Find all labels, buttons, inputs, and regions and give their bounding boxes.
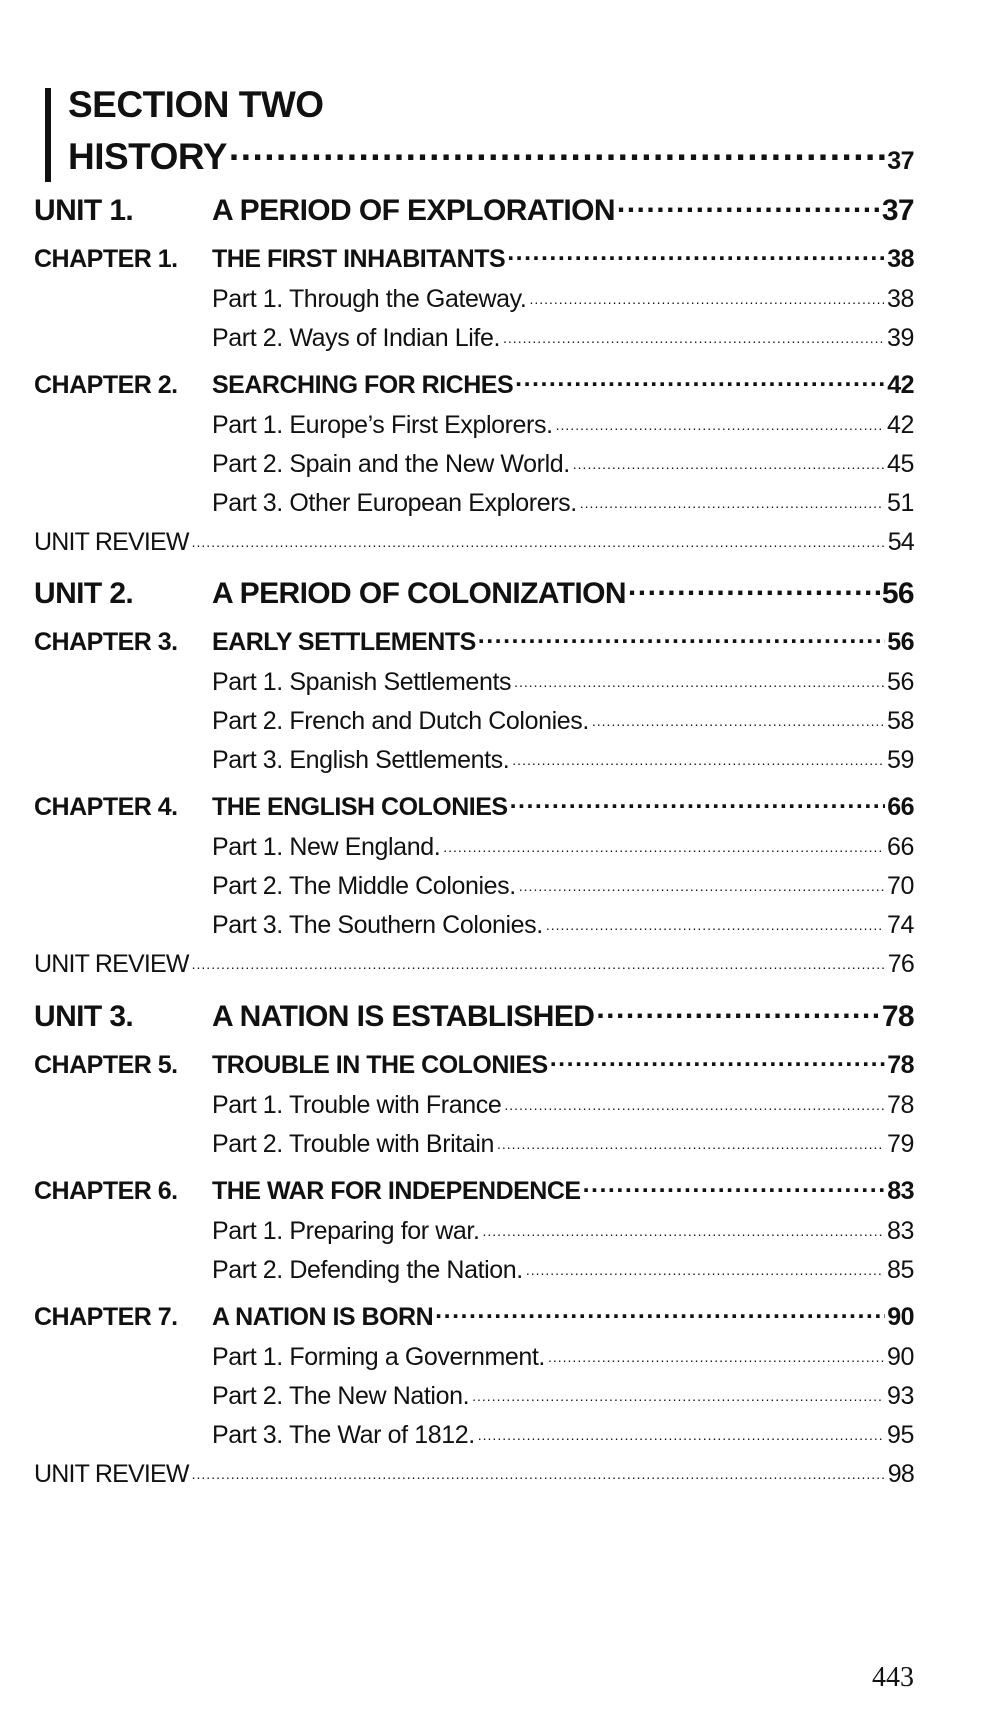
unit-heading-entry <box>212 996 914 1034</box>
page-ref: 42 <box>887 371 914 399</box>
page-ref: 76 <box>887 950 914 978</box>
dot-leader <box>478 625 885 650</box>
section-marker-bar <box>45 88 51 182</box>
part-entry <box>212 1253 914 1285</box>
unit-review-entry <box>34 947 914 979</box>
chapter-heading-entry <box>212 1048 914 1080</box>
section-title: HISTORY <box>68 136 227 177</box>
dot-leader <box>507 242 885 267</box>
page-number: 443 <box>872 1662 914 1693</box>
chapter-heading <box>34 1300 914 1332</box>
dot-leader <box>628 573 880 603</box>
dot-leader <box>550 1048 885 1073</box>
chapter-heading-label: CHAPTER 2. <box>34 371 178 399</box>
dot-leader <box>192 947 885 972</box>
part-entry-title: Part 2. Defending the Nation. <box>212 1256 523 1284</box>
dot-leader <box>546 908 884 933</box>
part-entry-title: Part 2. The New Nation. <box>212 1382 470 1410</box>
unit-review-entry <box>34 1457 914 1489</box>
part-entry <box>212 486 914 518</box>
chapter-heading-title: EARLY SETTLEMENTS <box>212 628 476 656</box>
chapter-heading-label: CHAPTER 3. <box>34 628 178 656</box>
part-entry <box>212 1340 914 1372</box>
chapter-heading-entry <box>212 1174 914 1206</box>
page-ref: 39 <box>886 324 914 352</box>
part-entry-title: Part 3. The Southern Colonies. <box>212 911 543 939</box>
part-entry <box>212 830 914 862</box>
page-ref: 66 <box>887 793 914 821</box>
part-entry <box>212 1418 914 1450</box>
chapter-heading-title: TROUBLE IN THE COLONIES <box>212 1051 548 1079</box>
dot-leader <box>573 447 884 472</box>
part-entry-title: Part 2. Ways of Indian Life. <box>212 324 501 352</box>
page-ref: 56 <box>886 668 914 696</box>
page-ref: 78 <box>881 1000 914 1033</box>
dot-leader <box>556 408 884 433</box>
part-entry-title: Part 1. Through the Gateway. <box>212 285 527 313</box>
part-entry-title: Part 1. Forming a Government. <box>212 1343 545 1371</box>
part-entry-title: Part 2. Spain and the New World. <box>212 450 570 478</box>
page-ref: 83 <box>886 1217 914 1245</box>
page-ref: 37 <box>887 147 914 175</box>
chapter-heading-label: CHAPTER 5. <box>34 1051 178 1079</box>
dot-leader <box>443 830 884 855</box>
part-entry-title: Part 2. The Middle Colonies. <box>212 872 516 900</box>
dot-leader <box>472 1379 884 1404</box>
dot-leader <box>503 321 884 346</box>
chapter-heading <box>34 1048 914 1080</box>
unit-review-entry-title: UNIT REVIEW <box>34 1460 189 1488</box>
part-entry-title: Part 2. Trouble with Britain <box>212 1130 494 1158</box>
chapter-heading-title: THE FIRST INHABITANTS <box>212 245 506 273</box>
unit-heading-title: A PERIOD OF EXPLORATION <box>212 194 615 227</box>
page-ref: 59 <box>886 746 914 774</box>
chapter-heading-label: CHAPTER 4. <box>34 793 178 821</box>
page-ref: 38 <box>887 245 914 273</box>
page-ref: 54 <box>887 528 914 556</box>
dot-leader <box>529 282 884 307</box>
page-ref: 78 <box>886 1091 914 1119</box>
part-entry <box>212 1088 914 1120</box>
dot-leader <box>510 790 886 815</box>
part-entry <box>212 1214 914 1246</box>
page-ref: 74 <box>886 911 914 939</box>
dot-leader <box>617 190 880 220</box>
part-entry <box>212 447 914 479</box>
chapter-heading-entry <box>212 790 914 822</box>
page-ref: 93 <box>886 1382 914 1410</box>
page-ref: 51 <box>886 489 914 517</box>
part-entry-title: Part 3. English Settlements. <box>212 746 510 774</box>
part-entry <box>212 1379 914 1411</box>
unit-heading <box>34 190 914 228</box>
part-entry <box>212 743 914 775</box>
dot-leader <box>192 1457 885 1482</box>
dot-leader <box>478 1418 884 1443</box>
chapter-heading <box>34 1174 914 1206</box>
page-ref: 90 <box>887 1303 914 1331</box>
page-ref: 56 <box>881 577 914 610</box>
dot-leader <box>592 704 884 729</box>
page-ref: 70 <box>886 872 914 900</box>
page-ref: 98 <box>887 1460 914 1488</box>
chapter-heading-label: CHAPTER 1. <box>34 245 178 273</box>
unit-heading <box>34 996 914 1034</box>
dot-leader <box>515 368 885 393</box>
dot-leader <box>512 743 884 768</box>
part-entry <box>212 665 914 697</box>
dot-leader <box>497 1127 884 1152</box>
page-ref: 37 <box>881 194 914 227</box>
dot-leader <box>580 486 884 511</box>
unit-heading-title: A PERIOD OF COLONIZATION <box>212 577 626 610</box>
page-ref: 83 <box>887 1177 914 1205</box>
chapter-heading-title: SEARCHING FOR RICHES <box>212 371 514 399</box>
part-entry <box>212 282 914 314</box>
chapter-heading-label: CHAPTER 7. <box>34 1303 178 1331</box>
unit-heading-title: A NATION IS ESTABLISHED <box>212 1000 595 1033</box>
page-ref: 78 <box>887 1051 914 1079</box>
part-entry-title: Part 2. French and Dutch Colonies. <box>212 707 589 735</box>
part-entry <box>212 408 914 440</box>
page-ref: 56 <box>887 628 914 656</box>
dot-leader <box>504 1088 884 1113</box>
page-ref: 85 <box>886 1256 914 1284</box>
dot-leader <box>229 132 885 169</box>
unit-heading-label: UNIT 2. <box>34 577 134 610</box>
unit-heading <box>34 573 914 611</box>
unit-review-entry <box>34 525 914 557</box>
page-ref: 42 <box>886 411 914 439</box>
part-entry-title: Part 3. Other European Explorers. <box>212 489 577 517</box>
part-entry <box>212 869 914 901</box>
dot-leader <box>192 525 885 550</box>
part-entry-title: Part 1. Preparing for war. <box>212 1217 480 1245</box>
part-entry <box>212 908 914 940</box>
dot-leader <box>514 665 884 690</box>
chapter-heading <box>34 790 914 822</box>
dot-leader <box>435 1300 885 1325</box>
dot-leader <box>519 869 884 894</box>
chapter-heading-entry <box>212 625 914 657</box>
page-ref: 66 <box>886 833 914 861</box>
chapter-heading-entry <box>212 242 914 274</box>
dot-leader <box>583 1174 886 1199</box>
chapter-heading-label: CHAPTER 6. <box>34 1177 178 1205</box>
chapter-heading <box>34 625 914 657</box>
chapter-heading-title: THE ENGLISH COLONIES <box>212 793 508 821</box>
page-ref: 95 <box>886 1421 914 1449</box>
part-entry-title: Part 1. Europe’s First Explorers. <box>212 411 553 439</box>
page-ref: 90 <box>886 1343 914 1371</box>
page-ref: 45 <box>886 450 914 478</box>
unit-heading-entry <box>212 190 914 228</box>
chapter-heading <box>34 368 914 400</box>
unit-heading-entry <box>212 573 914 611</box>
part-entry-title: Part 3. The War of 1812. <box>212 1421 475 1449</box>
unit-review-entry-title: UNIT REVIEW <box>34 528 189 556</box>
chapter-heading-title: A NATION IS BORN <box>212 1303 434 1331</box>
section-heading-line1: SECTION TWO <box>68 84 324 125</box>
page-ref: 79 <box>886 1130 914 1158</box>
chapter-heading-entry <box>212 368 914 400</box>
part-entry-title: Part 1. New England. <box>212 833 441 861</box>
dot-leader <box>483 1214 884 1239</box>
page-ref: 58 <box>886 707 914 735</box>
page-ref: 38 <box>886 285 914 313</box>
chapter-heading-entry <box>212 1300 914 1332</box>
unit-review-entry-title: UNIT REVIEW <box>34 950 189 978</box>
dot-leader <box>596 996 880 1026</box>
section-heading-history <box>68 132 914 178</box>
part-entry <box>212 704 914 736</box>
unit-heading-label: UNIT 3. <box>34 1000 134 1033</box>
part-entry-title: Part 1. Trouble with France <box>212 1091 502 1119</box>
unit-heading-label: UNIT 1. <box>34 194 134 227</box>
dot-leader <box>548 1340 884 1365</box>
part-entry <box>212 321 914 353</box>
part-entry-title: Part 1. Spanish Settlements <box>212 668 512 696</box>
chapter-heading-title: THE WAR FOR INDEPENDENCE <box>212 1177 581 1205</box>
chapter-heading <box>34 242 914 274</box>
dot-leader <box>526 1253 884 1278</box>
part-entry <box>212 1127 914 1159</box>
